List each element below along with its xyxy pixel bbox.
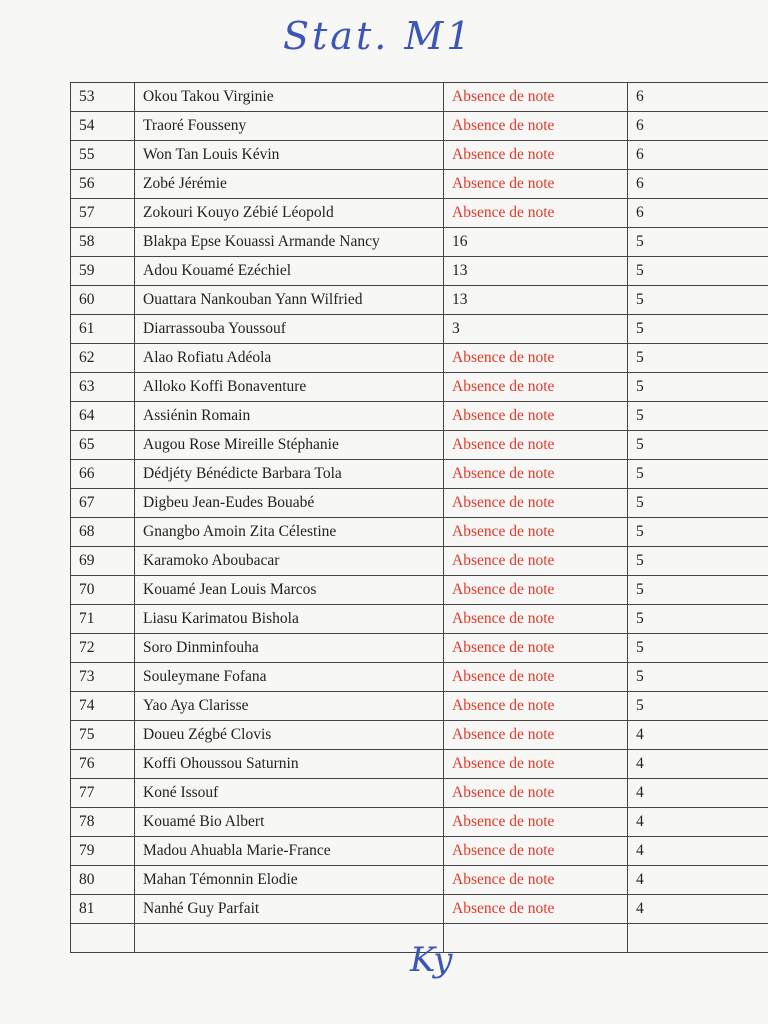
table-row — [71, 141, 768, 170]
table-row — [71, 460, 768, 489]
note-value: Absence de note — [444, 866, 628, 895]
table-row — [71, 83, 768, 112]
note-value: Absence de note — [444, 199, 628, 228]
student-name: Ouattara Nankouban Yann Wilfried — [135, 286, 444, 315]
note-value: 3 — [444, 315, 628, 344]
student-name: Adou Kouamé Ezéchiel — [135, 257, 444, 286]
score-value: 5 — [628, 634, 768, 663]
student-name: Won Tan Louis Kévin — [135, 141, 444, 170]
student-name: Gnangbo Amoin Zita Célestine — [135, 518, 444, 547]
row-number: 69 — [71, 547, 135, 576]
note-value: Absence de note — [444, 692, 628, 721]
note-value: Absence de note — [444, 605, 628, 634]
row-number: 60 — [71, 286, 135, 315]
student-name: Blakpa Epse Kouassi Armande Nancy — [135, 228, 444, 257]
note-value: Absence de note — [444, 344, 628, 373]
table-row — [71, 344, 768, 373]
row-number: 63 — [71, 373, 135, 402]
note-value: Absence de note — [444, 808, 628, 837]
row-number: 61 — [71, 315, 135, 344]
score-value: 5 — [628, 576, 768, 605]
table-row — [71, 431, 768, 460]
table-row — [71, 286, 768, 315]
row-number: 54 — [71, 112, 135, 141]
score-value: 6 — [628, 170, 768, 199]
score-value: 4 — [628, 808, 768, 837]
score-value: 4 — [628, 721, 768, 750]
row-number: 74 — [71, 692, 135, 721]
note-value: Absence de note — [444, 576, 628, 605]
row-number: 62 — [71, 344, 135, 373]
student-name: Diarrassouba Youssouf — [135, 315, 444, 344]
score-value: 5 — [628, 431, 768, 460]
score-value: 5 — [628, 228, 768, 257]
row-number: 58 — [71, 228, 135, 257]
student-name: Madou Ahuabla Marie-France — [135, 837, 444, 866]
row-number: 77 — [71, 779, 135, 808]
cell-empty — [135, 924, 444, 953]
note-value: Absence de note — [444, 83, 628, 112]
student-name: Souleymane Fofana — [135, 663, 444, 692]
row-number: 68 — [71, 518, 135, 547]
note-value: Absence de note — [444, 750, 628, 779]
table-row — [71, 518, 768, 547]
row-number: 75 — [71, 721, 135, 750]
note-value: Absence de note — [444, 518, 628, 547]
note-value: Absence de note — [444, 431, 628, 460]
row-number: 78 — [71, 808, 135, 837]
score-value: 4 — [628, 750, 768, 779]
score-value: 5 — [628, 663, 768, 692]
table-row — [71, 257, 768, 286]
note-value: Absence de note — [444, 460, 628, 489]
table-row — [71, 663, 768, 692]
row-number: 53 — [71, 83, 135, 112]
score-value: 5 — [628, 373, 768, 402]
note-value: Absence de note — [444, 402, 628, 431]
score-value: 4 — [628, 779, 768, 808]
student-name: Nanhé Guy Parfait — [135, 895, 444, 924]
score-value: 5 — [628, 315, 768, 344]
student-name: Traoré Fousseny — [135, 112, 444, 141]
note-value: Absence de note — [444, 489, 628, 518]
table-row — [71, 779, 768, 808]
score-value: 5 — [628, 344, 768, 373]
student-name: Mahan Témonnin Elodie — [135, 866, 444, 895]
score-value: 6 — [628, 141, 768, 170]
note-value: Absence de note — [444, 663, 628, 692]
row-number: 67 — [71, 489, 135, 518]
table-row — [71, 895, 768, 924]
score-value: 4 — [628, 837, 768, 866]
row-number: 56 — [71, 170, 135, 199]
table-row — [71, 170, 768, 199]
student-name: Koné Issouf — [135, 779, 444, 808]
student-name: Doueu Zégbé Clovis — [135, 721, 444, 750]
score-value: 5 — [628, 605, 768, 634]
table-row — [71, 634, 768, 663]
handwritten-title: Stat. M1 — [283, 14, 474, 58]
note-value: Absence de note — [444, 373, 628, 402]
table-row — [71, 402, 768, 431]
score-value: 5 — [628, 286, 768, 315]
student-name: Koffi Ohoussou Saturnin — [135, 750, 444, 779]
table-row — [71, 228, 768, 257]
table-row — [71, 373, 768, 402]
note-value: Absence de note — [444, 141, 628, 170]
note-value: 13 — [444, 286, 628, 315]
cell-empty — [628, 924, 768, 953]
score-value: 6 — [628, 199, 768, 228]
table-row — [71, 750, 768, 779]
student-name: Zokouri Kouyo Zébié Léopold — [135, 199, 444, 228]
score-value: 4 — [628, 895, 768, 924]
table-row — [71, 489, 768, 518]
row-number: 79 — [71, 837, 135, 866]
score-value: 5 — [628, 460, 768, 489]
table-row — [71, 605, 768, 634]
table-row — [71, 808, 768, 837]
student-name: Augou Rose Mireille Stéphanie — [135, 431, 444, 460]
row-number: 81 — [71, 895, 135, 924]
table-row — [71, 315, 768, 344]
note-value: Absence de note — [444, 721, 628, 750]
row-number: 55 — [71, 141, 135, 170]
row-number: 71 — [71, 605, 135, 634]
student-name: Liasu Karimatou Bishola — [135, 605, 444, 634]
student-name: Kouamé Bio Albert — [135, 808, 444, 837]
note-value: Absence de note — [444, 779, 628, 808]
note-value: Absence de note — [444, 547, 628, 576]
table-row — [71, 837, 768, 866]
note-value: Absence de note — [444, 837, 628, 866]
row-number: 73 — [71, 663, 135, 692]
results-table — [70, 82, 768, 953]
row-number: 64 — [71, 402, 135, 431]
table-row — [71, 112, 768, 141]
row-number: 66 — [71, 460, 135, 489]
results-table-body — [71, 83, 768, 953]
score-value: 5 — [628, 489, 768, 518]
student-name: Okou Takou Virginie — [135, 83, 444, 112]
note-value: 13 — [444, 257, 628, 286]
note-value: Absence de note — [444, 634, 628, 663]
table-row — [71, 547, 768, 576]
score-value: 5 — [628, 692, 768, 721]
note-value: Absence de note — [444, 895, 628, 924]
row-number: 70 — [71, 576, 135, 605]
student-name: Alao Rofiatu Adéola — [135, 344, 444, 373]
note-value: Absence de note — [444, 170, 628, 199]
score-value: 6 — [628, 83, 768, 112]
row-number: 59 — [71, 257, 135, 286]
student-name: Digbeu Jean-Eudes Bouabé — [135, 489, 444, 518]
note-value: Absence de note — [444, 112, 628, 141]
table-row — [71, 866, 768, 895]
row-number: 76 — [71, 750, 135, 779]
score-value: 4 — [628, 866, 768, 895]
score-value: 5 — [628, 257, 768, 286]
student-name: Soro Dinminfouha — [135, 634, 444, 663]
table-row — [71, 199, 768, 228]
cell-empty — [71, 924, 135, 953]
row-number: 80 — [71, 866, 135, 895]
row-number: 57 — [71, 199, 135, 228]
handwritten-initials: Ky — [410, 940, 453, 980]
cell-empty — [444, 924, 628, 953]
note-value: 16 — [444, 228, 628, 257]
score-value: 5 — [628, 547, 768, 576]
row-number: 72 — [71, 634, 135, 663]
student-name: Dédjéty Bénédicte Barbara Tola — [135, 460, 444, 489]
student-name: Alloko Koffi Bonaventure — [135, 373, 444, 402]
table-row — [71, 721, 768, 750]
row-number: 65 — [71, 431, 135, 460]
table-row — [71, 692, 768, 721]
student-name: Zobé Jérémie — [135, 170, 444, 199]
table-row — [71, 576, 768, 605]
student-name: Karamoko Aboubacar — [135, 547, 444, 576]
student-name: Yao Aya Clarisse — [135, 692, 444, 721]
score-value: 6 — [628, 112, 768, 141]
score-value: 5 — [628, 402, 768, 431]
student-name: Kouamé Jean Louis Marcos — [135, 576, 444, 605]
student-name: Assiénin Romain — [135, 402, 444, 431]
score-value: 5 — [628, 518, 768, 547]
